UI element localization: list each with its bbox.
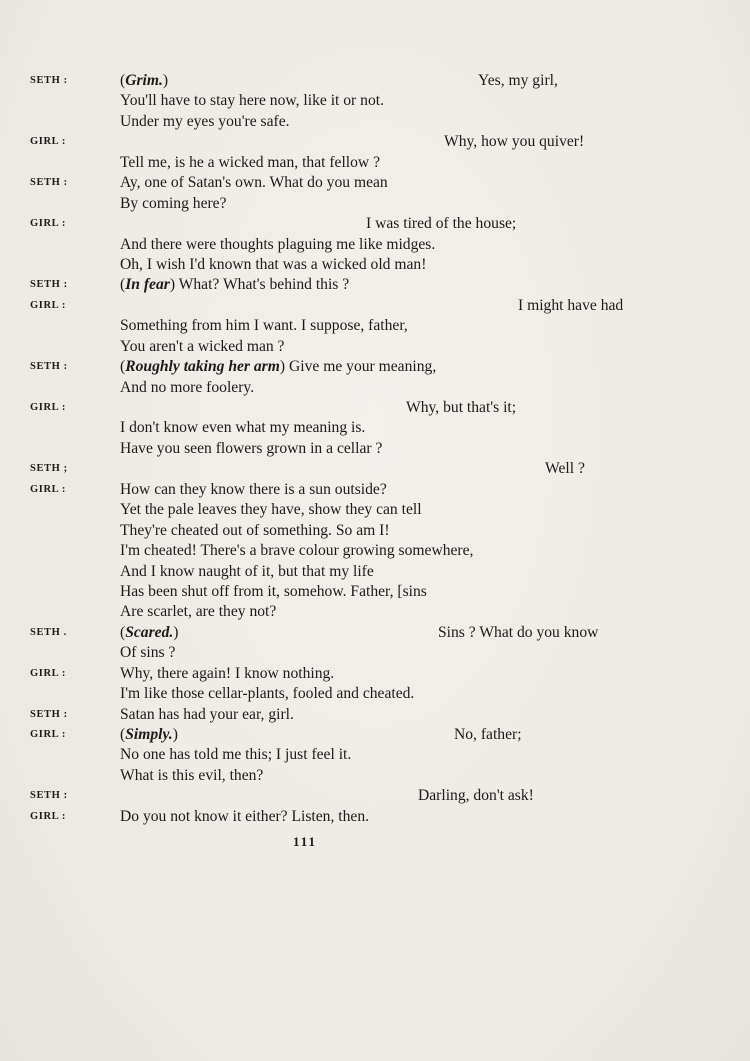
script-line (0, 398, 750, 418)
script-line (0, 357, 750, 377)
dialogue-text: Have you seen flowers grown in a cellar ? (120, 439, 383, 457)
script-line (0, 418, 750, 438)
script-line (0, 296, 750, 316)
dialogue-text: Ay, one of Satan's own. What do you mean (120, 174, 388, 192)
script-line (0, 725, 750, 745)
stage-direction: In fear (125, 276, 170, 294)
stage-direction: Simply. (125, 726, 173, 743)
dialogue-text: (Roughly taking her arm) Give me your meaning, (120, 358, 437, 376)
speaker-name: GIRL : (30, 136, 66, 148)
speaker-name: SETH : (30, 790, 68, 802)
script-line (0, 439, 750, 459)
dialogue-text: (Scared.) (120, 623, 179, 641)
dialogue-text: Satan has had your ear, girl. (120, 705, 294, 723)
speaker-name: SETH : (30, 279, 68, 291)
script-line (0, 643, 750, 663)
dialogue-text: (Grim.) (120, 72, 169, 89)
speaker-name: SETH ; (30, 463, 68, 475)
script-line (0, 623, 750, 643)
dialogue-text: What is this evil, then? (120, 766, 264, 784)
dialogue-text: (In fear) What? What's behind this ? (120, 276, 350, 294)
script-line (0, 480, 750, 500)
dialogue-text: You'll have to stay here now, like it or not. (120, 92, 384, 110)
dialogue-text: Something from him I want. I suppose, father, (120, 317, 408, 335)
script-line (0, 337, 750, 357)
speaker-name: GIRL : (30, 667, 66, 679)
script-line (0, 91, 750, 111)
speaker-name: SETH : (30, 708, 68, 720)
speaker-name: SETH : (30, 361, 68, 373)
dialogue-text: (Simply.) (120, 726, 178, 743)
speaker-name: SETH : (30, 75, 68, 86)
script-line (0, 521, 750, 541)
script-line (0, 766, 750, 786)
dialogue-text: I might have had (518, 296, 624, 314)
dialogue-text: Of sins ? (120, 644, 176, 662)
stage-direction: Grim. (125, 72, 163, 89)
speaker-name: GIRL : (30, 402, 66, 413)
dialogue-text: You aren't a wicked man ? (120, 337, 285, 355)
dialogue-text: Under my eyes you're safe. (120, 112, 290, 130)
script-line (0, 459, 750, 479)
dialogue-text: No one has told me this; I just feel it. (120, 746, 352, 764)
dialogue-text: Darling, don't ask! (418, 787, 534, 805)
script-line (0, 132, 750, 152)
script-line (0, 664, 750, 684)
script-line (0, 71, 750, 91)
script-line (0, 541, 750, 561)
script-line (0, 378, 750, 398)
script-line (0, 112, 750, 132)
script-line (0, 255, 750, 275)
dialogue-text: They're cheated out of something. So am I! (120, 521, 390, 539)
page-number: 111 (292, 834, 318, 849)
script-line (0, 275, 750, 295)
dialogue-text: Why, but that's it; (406, 399, 517, 416)
dialogue-text: Yes, my girl, (478, 72, 558, 89)
dialogue-text: I'm cheated! There's a brave colour growing somewhere, (120, 542, 474, 560)
speaker-name: GIRL : (30, 299, 66, 311)
dialogue-text: Why, how you quiver! (444, 133, 585, 151)
script-line (0, 786, 750, 806)
script-line (0, 173, 750, 193)
speaker-name: SETH . (30, 626, 67, 638)
script-line (0, 500, 750, 520)
script-line (0, 194, 750, 214)
dialogue-text: Yet the pale leaves they have, show they can tell (120, 501, 422, 519)
speaker-name: SETH : (30, 177, 68, 189)
dialogue-text: Do you not know it either? Listen, then. (120, 807, 370, 825)
dialogue-text: I don't know even what my meaning is. (120, 419, 366, 437)
script-line (0, 684, 750, 704)
speaker-name: GIRL : (30, 810, 66, 822)
dialogue-text: I was tired of the house; (366, 215, 517, 233)
dialogue-text: Are scarlet, are they not? (120, 603, 277, 621)
dialogue-text: Well ? (545, 460, 585, 478)
speaker-name: GIRL : (30, 729, 66, 740)
dialogue-text: And no more foolery. (120, 378, 255, 396)
stage-direction: Roughly taking her arm (125, 358, 280, 376)
script-line (0, 153, 750, 173)
dialogue-text: No, father; (454, 726, 522, 743)
script-line (0, 807, 750, 827)
script-line (0, 705, 750, 725)
script-line (0, 214, 750, 234)
script-line (0, 562, 750, 582)
speaker-name: GIRL : (30, 483, 66, 495)
dialogue-text: And there were thoughts plaguing me like midges. (120, 235, 436, 253)
dialogue-text: Why, there again! I know nothing. (120, 664, 335, 682)
dialogue-text: Tell me, is he a wicked man, that fellow ? (120, 153, 381, 171)
dialogue-text: And I know naught of it, but that my life (120, 562, 374, 580)
script-line (0, 745, 750, 765)
script-line (0, 602, 750, 622)
speaker-name: GIRL : (30, 218, 66, 230)
dialogue-text: By coming here? (120, 194, 227, 212)
stage-direction: Scared. (125, 623, 174, 641)
script-line (0, 235, 750, 255)
script-line (0, 582, 750, 602)
play-script (0, 71, 750, 827)
script-line (0, 316, 750, 336)
dialogue-text: Sins ? What do you know (438, 623, 599, 641)
dialogue-text: I'm like those cellar-plants, fooled and cheated. (120, 685, 415, 703)
dialogue-text: Oh, I wish I'd known that was a wicked old man! (120, 255, 427, 273)
dialogue-text: How can they know there is a sun outside? (120, 480, 387, 498)
dialogue-text: Has been shut off from it, somehow. Father, [sins (120, 582, 427, 600)
